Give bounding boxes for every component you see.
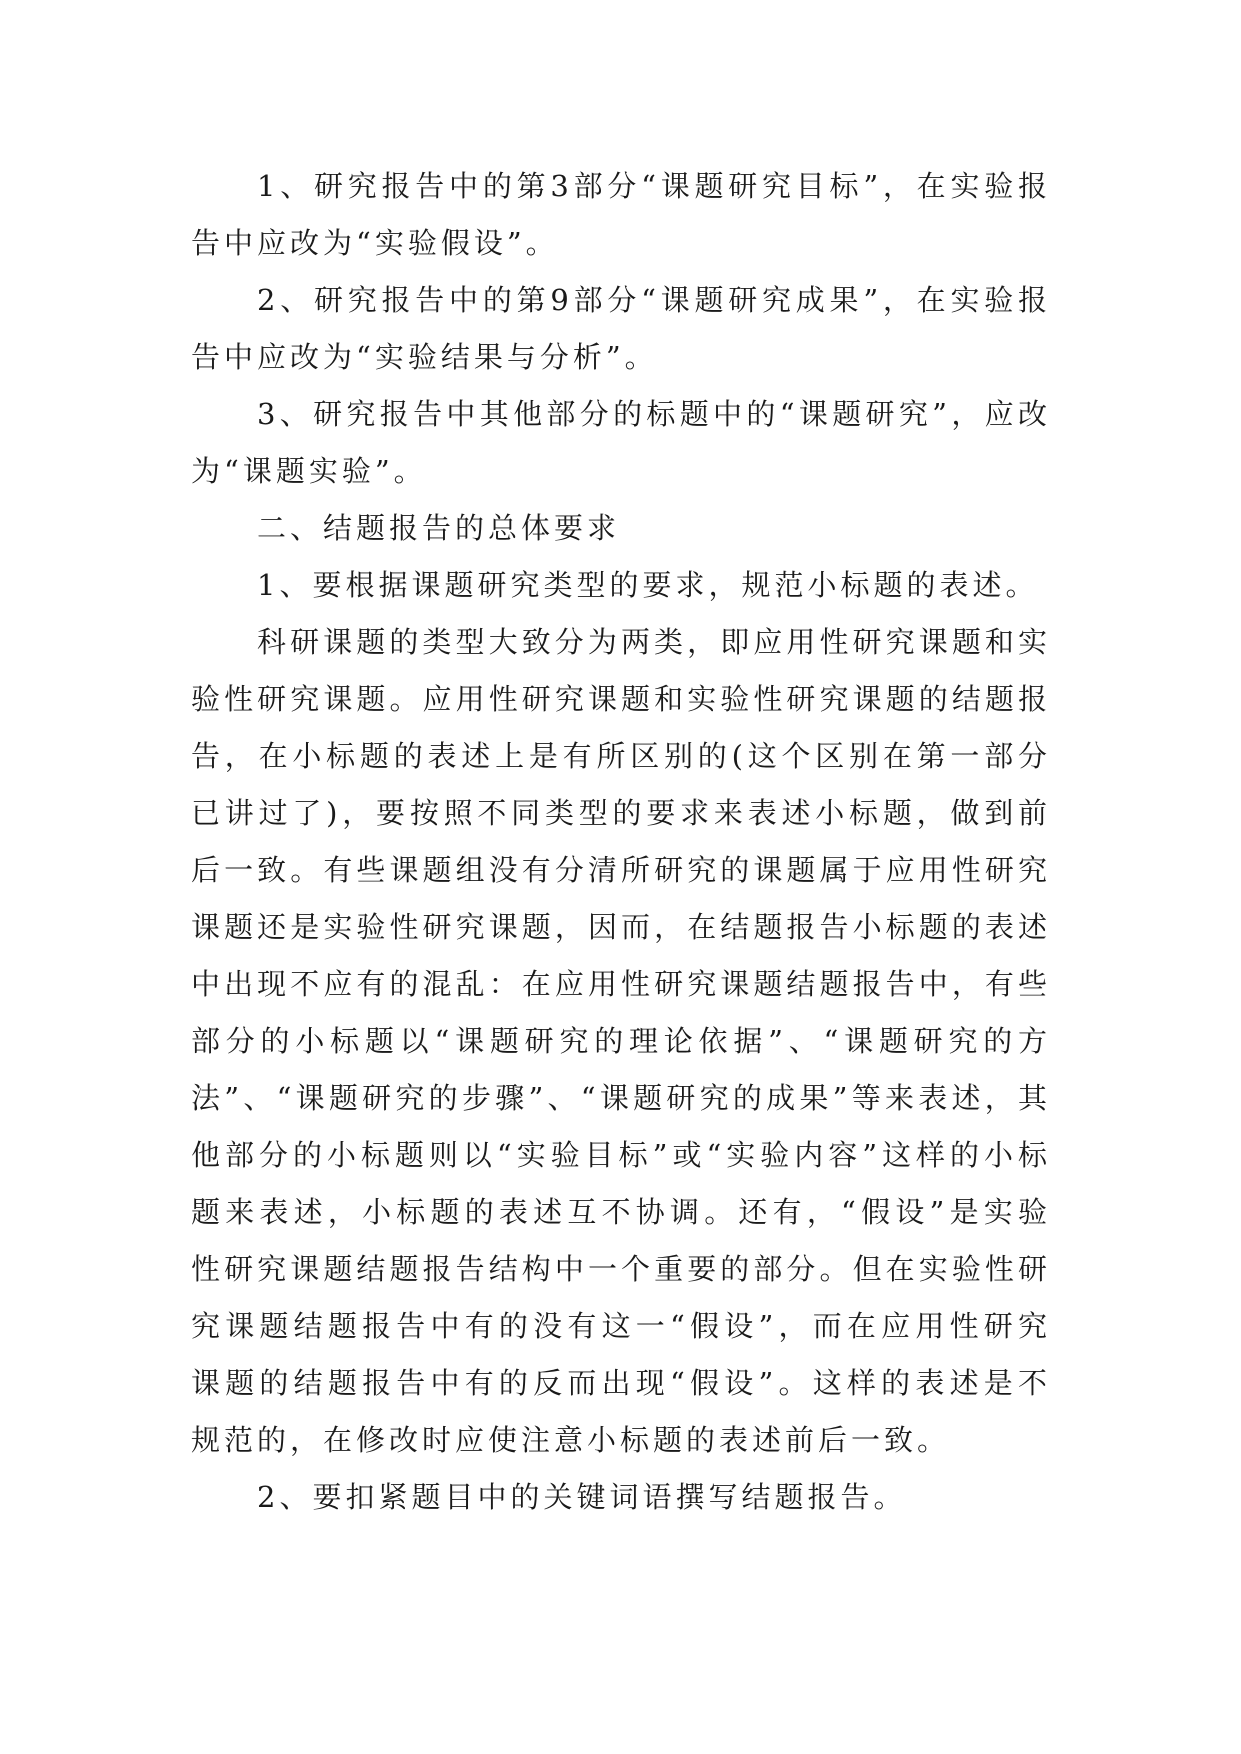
section-heading: 二、结题报告的总体要求: [257, 511, 621, 545]
paragraph-1: 1、研究报告中的第3部分“课题研究目标”，在实验报告中应改为“实验假设”。: [191, 169, 1051, 260]
paragraph-4: 1、要根据课题研究类型的要求，规范小标题的表述。: [257, 568, 1039, 602]
document-page: [191, 158, 1051, 1526]
paragraph-2: 2、研究报告中的第9部分“课题研究成果”，在实验报告中应改为“实验结果与分析”。: [191, 283, 1051, 374]
paragraph-3: 3、研究报告中其他部分的标题中的“课题研究”，应改为“课题实验”。: [191, 397, 1051, 488]
paragraph-5: 科研课题的类型大致分为两类，即应用性研究课题和实验性研究课题。应用性研究课题和实验性研究课题的结题报告，在小标题的表述上是有所区别的(这个区别在第一部分已讲过了)，要按照不同类型的要求来表述小标题，做到前后一致。有些课题组没有分清所研究的课题属于应用性研究课题还是实验性研究课题，因而，在结题报告小标题的表述中出现不应有的混乱：在应用性研究课题结题报告中，有些部分的小标题以“课题研究的理论依据”、“课题研究的方法”、“课题研究的步骤”、“课题研究的成果”等来表述，其他部分的小标题则以“实验目标”或“实验内容”这样的小标题来表述，小标题的表述互不协调。还有，“假设”是实验性研究课题结题报告结构中一个重要的部分。但在实验性研究课题结题报告中有的没有这一“假设”，而在应用性研究课题的结题报告中有的反而出现“假设”。这样的表述是不规范的，在修改时应使注意小标题的表述前后一致。: [191, 625, 1051, 1457]
paragraph-6: 2、要扣紧题目中的关键词语撰写结题报告。: [257, 1480, 907, 1514]
